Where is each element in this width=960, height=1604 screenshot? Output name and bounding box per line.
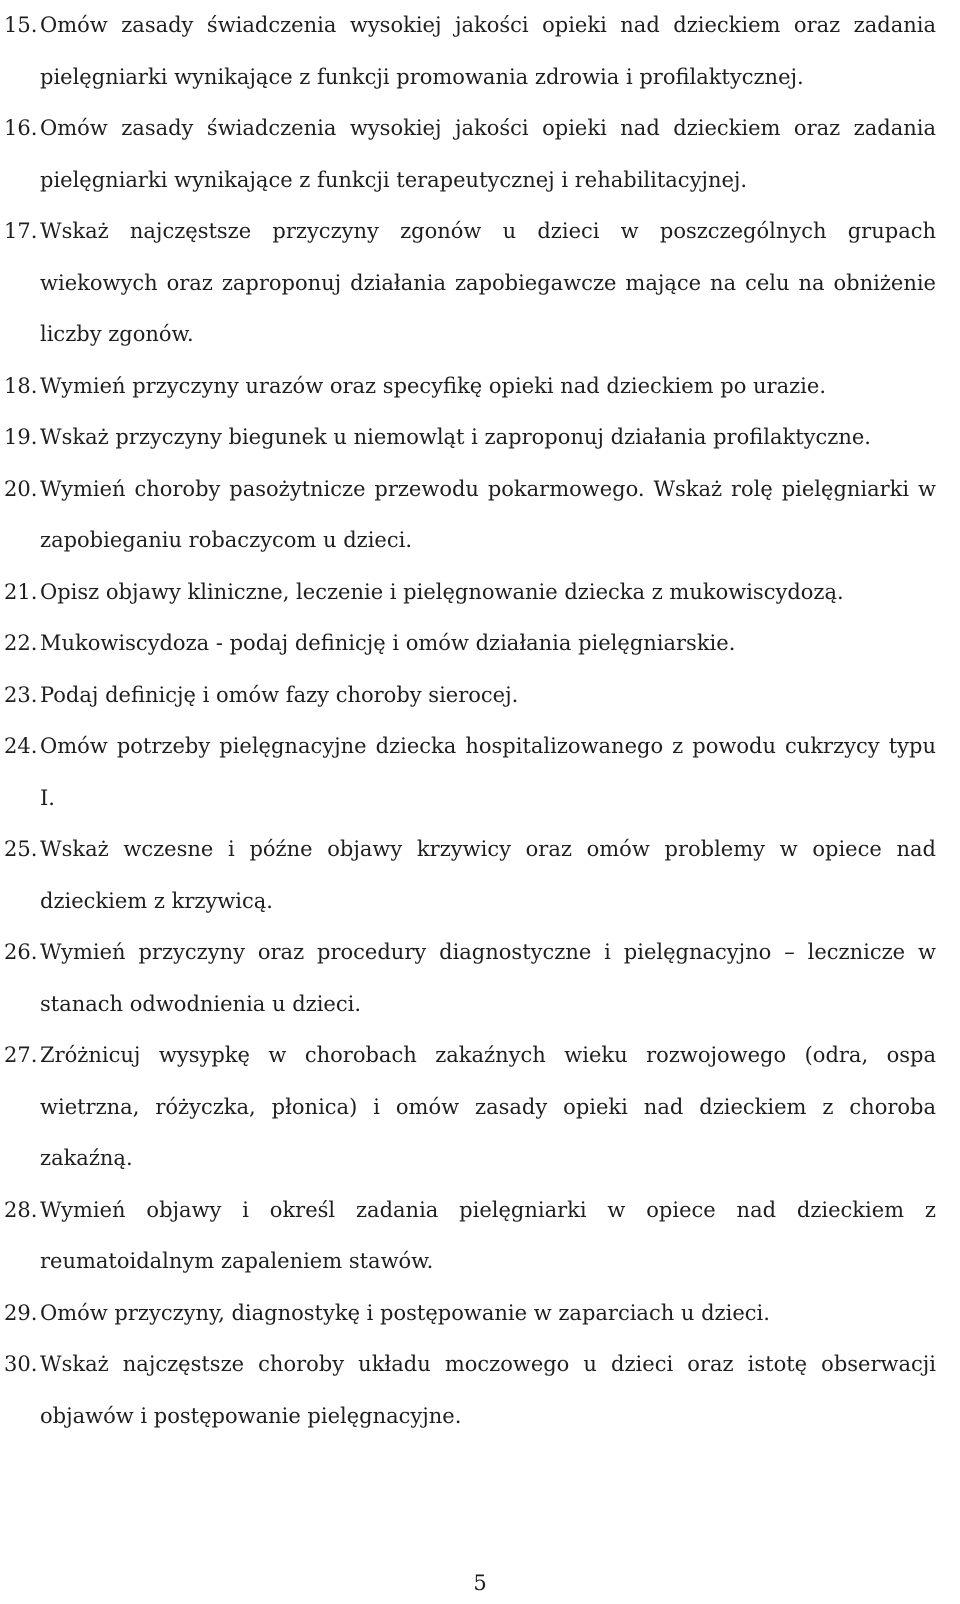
question-list (4, 0, 936, 1442)
item-text: Wymień przyczyny oraz procedury diagnostyczne i pielęgnacyjno – lecznicze w stanach odwodnienia u dzieci. (40, 940, 936, 1016)
item-number: 15. (4, 13, 38, 37)
item-text: Wymień objawy i określ zadania pielęgniarki w opiece nad dzieckiem z reumatoidalnym zapaleniem stawów. (40, 1197, 936, 1273)
list-item (4, 670, 936, 722)
item-number: 28. (4, 1197, 38, 1222)
item-text: Omów przyczyny, diagnostykę i postępowanie w zaparciach u dzieci. (40, 1300, 770, 1325)
item-number: 30. (4, 1352, 38, 1376)
list-item (4, 103, 936, 206)
item-text: Omów zasady świadczenia wysokiej jakości opieki nad dzieckiem oraz zadania pielęgniarki wynikające z funkcji promowania zdrowia i profilaktycznej. (40, 13, 936, 89)
item-number: 21. (4, 579, 38, 604)
item-text: Wskaż wczesne i późne objawy krzywicy oraz omów problemy w opiece nad dzieckiem z krzywicą. (40, 837, 936, 913)
list-item (4, 721, 936, 824)
item-text: Podaj definicję i omów fazy choroby sierocej. (40, 682, 519, 707)
list-item (4, 361, 936, 413)
item-number: 29. (4, 1300, 38, 1325)
list-item (4, 1185, 936, 1288)
list-item (4, 618, 936, 670)
item-number: 26. (4, 940, 38, 964)
list-item (4, 1339, 936, 1442)
item-text: Mukowiscydoza - podaj definicję i omów działania pielęgniarskie. (40, 631, 736, 655)
item-number: 25. (4, 837, 38, 861)
item-text: Zróżnicuj wysypkę w chorobach zakaźnych wieku rozwojowego (odra, ospa wietrzna, różyczka, płonica) i omów zasady opieki nad dzieckiem z choroba zakaźną. (40, 1043, 936, 1170)
list-item (4, 927, 936, 1030)
page-number: 5 (473, 1571, 487, 1595)
list-item (4, 1288, 936, 1340)
list-item (4, 464, 936, 567)
item-number: 27. (4, 1043, 38, 1067)
list-item (4, 1030, 936, 1185)
item-text: Wskaż najczęstsze choroby układu moczowego u dzieci oraz istotę obserwacji objawów i postępowanie pielęgnacyjne. (40, 1352, 936, 1428)
list-item (4, 0, 936, 103)
item-number: 23. (4, 682, 38, 707)
item-text: Wskaż przyczyny biegunek u niemowląt i zaproponuj działania profilaktyczne. (40, 425, 871, 449)
item-text: Wskaż najczęstsze przyczyny zgonów u dzieci w poszczególnych grupach wiekowych oraz zaproponuj działania zapobiegawcze mające na celu na obniżenie liczby zgonów. (40, 219, 936, 346)
item-number: 18. (4, 373, 38, 398)
item-text: Omów potrzeby pielęgnacyjne dziecka hospitalizowanego z powodu cukrzycy typu I. (40, 734, 936, 810)
item-number: 20. (4, 476, 38, 501)
item-text: Opisz objawy kliniczne, leczenie i pielęgnowanie dziecka z mukowiscydozą. (40, 579, 844, 604)
item-number: 22. (4, 631, 38, 655)
list-item (4, 567, 936, 619)
item-number: 24. (4, 734, 38, 758)
item-text: Wymień przyczyny urazów oraz specyfikę opieki nad dzieckiem po urazie. (40, 373, 827, 398)
item-number: 19. (4, 425, 38, 449)
list-item (4, 412, 936, 464)
item-number: 16. (4, 116, 38, 140)
item-text: Wymień choroby pasożytnicze przewodu pokarmowego. Wskaż rolę pielęgniarki w zapobieganiu robaczycom u dzieci. (40, 476, 936, 552)
list-item (4, 824, 936, 927)
list-item (4, 206, 936, 361)
item-text: Omów zasady świadczenia wysokiej jakości opieki nad dzieckiem oraz zadania pielęgniarki wynikające z funkcji terapeutycznej i rehabilitacyjnej. (40, 116, 936, 192)
item-number: 17. (4, 219, 38, 243)
